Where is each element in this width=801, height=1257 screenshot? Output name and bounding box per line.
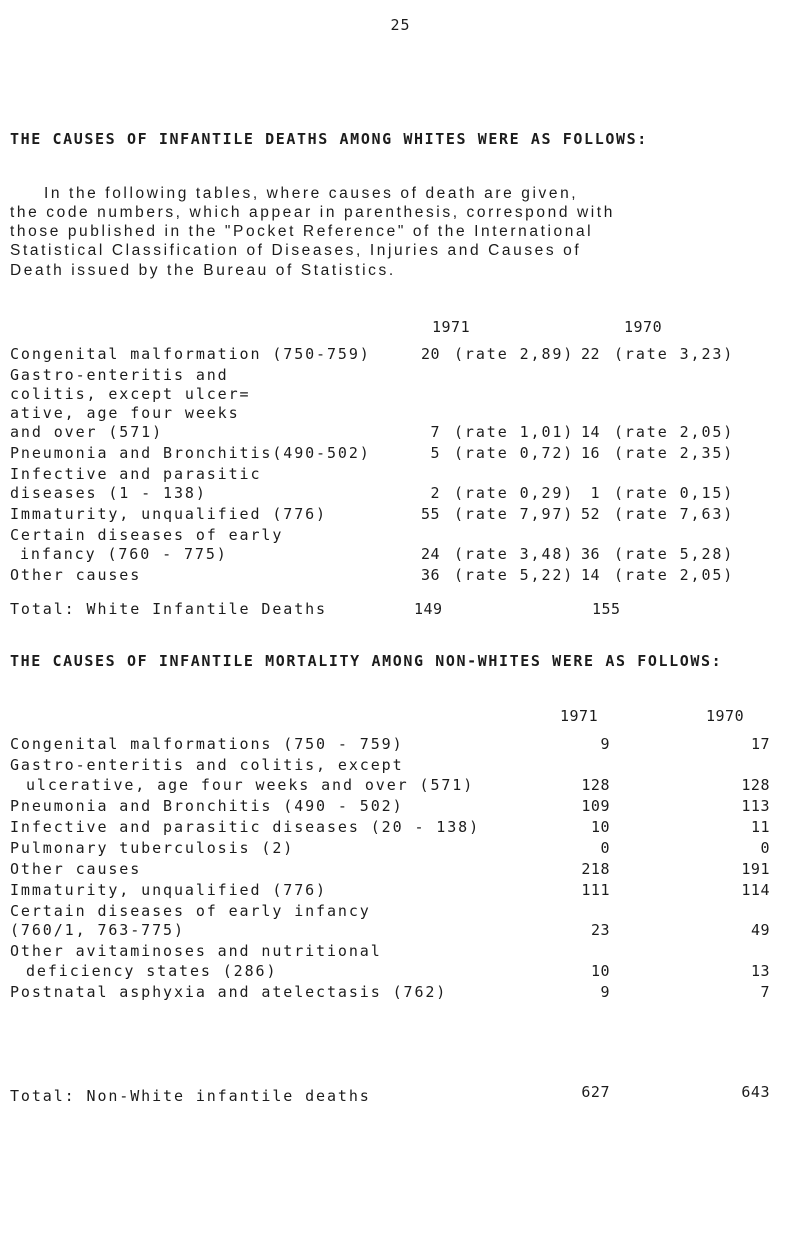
white-row-label: Gastro-enteritis and: [10, 366, 229, 384]
nonwhite-row-value-1970: 113: [741, 796, 770, 815]
nonwhite-row-label: Certain diseases of early infancy: [10, 901, 371, 920]
nonwhite-row-label: Gastro-enteritis and colitis, except: [10, 756, 404, 774]
white-row-label: ative, age four weeks: [10, 404, 240, 422]
white-row-label: Certain diseases of early: [10, 526, 284, 544]
white-row-rate-1971: (rate 3,48): [454, 545, 575, 563]
nonwhite-year-1971: 1971: [560, 707, 599, 725]
white-row-count-1970: 16: [580, 444, 600, 462]
nonwhite-row-value-1971: 111: [581, 880, 610, 899]
nonwhite-row-label: Pulmonary tuberculosis (2): [10, 838, 295, 857]
nonwhite-row-value-1971: 0: [600, 838, 610, 857]
nonwhite-row-label: Congenital malformations (750 - 759): [10, 735, 404, 753]
nonwhite-row-value-1970: 7: [760, 982, 770, 1001]
white-row-count-1970: 14: [580, 566, 600, 584]
white-row-label: colitis, except ulcer=: [10, 385, 251, 403]
white-row-label: diseases (1 - 138): [10, 484, 207, 502]
white-row-count-1970: 1: [590, 484, 600, 502]
white-row-rate-1971: (rate 0,72): [454, 444, 575, 462]
white-row-count-1970: 52: [580, 505, 600, 523]
white-row-label: infancy (760 - 775): [20, 545, 228, 563]
nonwhite-row-label: ulcerative, age four weeks and over (571): [26, 775, 475, 794]
nonwhite-row-value-1970: 114: [741, 880, 770, 899]
nonwhite-row-value-1970: 191: [741, 859, 770, 878]
white-row-count-1971: 7: [430, 423, 440, 441]
intro-line-4: Statistical Classification of Diseases, Injuries and Causes of: [10, 242, 582, 259]
white-row-count-1971: 2: [430, 484, 440, 502]
nonwhite-row-value-1971: 218: [581, 859, 610, 878]
white-row-label: and over (571): [10, 423, 164, 441]
nonwhite-row-value-1971: 9: [600, 735, 610, 753]
nonwhite-row-value-1970: 17: [750, 735, 770, 753]
intro-line-1: In the following tables, where causes of death are given,: [44, 185, 579, 202]
nonwhite-row-value-1971: 10: [590, 817, 610, 836]
white-row-rate-1971: (rate 5,22): [454, 566, 575, 584]
white-row-count-1971: 5: [430, 444, 440, 462]
nonwhite-section-heading: THE CAUSES OF INFANTILE MORTALITY AMONG NON-WHITES WERE AS FOLLOWS:: [10, 652, 723, 670]
white-row-rate-1970: (rate 3,23): [614, 345, 735, 363]
nonwhite-row-value-1970: 11: [750, 817, 770, 836]
nonwhite-row-value-1971: 9: [600, 982, 610, 1001]
nonwhite-total-1971: 627: [581, 1083, 610, 1101]
white-row-count-1970: 36: [580, 545, 600, 563]
nonwhite-row-label: (760/1, 763-775): [10, 921, 185, 939]
white-total-1971: 149: [414, 600, 443, 618]
white-section-heading: THE CAUSES OF INFANTILE DEATHS AMONG WHITES WERE AS FOLLOWS:: [10, 130, 648, 148]
white-row-label: Infective and parasitic: [10, 465, 262, 483]
nonwhite-row-value-1971: 10: [590, 961, 610, 980]
white-row-rate-1970: (rate 7,63): [614, 505, 735, 523]
page-number: 25: [390, 16, 411, 34]
nonwhite-row-value-1970: 0: [760, 838, 770, 857]
white-row-rate-1970: (rate 2,05): [614, 566, 735, 584]
white-row-count-1971: 20: [420, 345, 440, 363]
white-row-rate-1970: (rate 0,15): [614, 484, 735, 502]
white-row-rate-1970: (rate 2,05): [614, 423, 735, 441]
nonwhite-total-label: Total: Non-White infantile deaths: [10, 1087, 371, 1105]
nonwhite-row-value-1971: 23: [590, 921, 610, 939]
white-total-label: Total: White Infantile Deaths: [10, 600, 327, 618]
nonwhite-total-1970: 643: [741, 1083, 770, 1101]
nonwhite-row-label: Other causes: [10, 859, 142, 878]
intro-line-5: Death issued by the Bureau of Statistics.: [10, 262, 396, 279]
white-row-label: Immaturity, unqualified (776): [10, 505, 327, 523]
nonwhite-row-value-1970: 13: [750, 961, 770, 980]
white-year-1970: 1970: [624, 318, 663, 336]
nonwhite-row-label: Pneumonia and Bronchitis (490 - 502): [10, 796, 404, 815]
white-year-1971: 1971: [432, 318, 471, 336]
nonwhite-row-value-1971: 109: [581, 796, 610, 815]
white-row-count-1971: 24: [420, 545, 440, 563]
white-total-1970: 155: [592, 600, 621, 618]
nonwhite-row-label: Immaturity, unqualified (776): [10, 880, 327, 899]
nonwhite-row-label: Other avitaminoses and nutritional: [10, 942, 382, 960]
nonwhite-row-label: deficiency states (286): [26, 961, 278, 980]
nonwhite-row-value-1971: 128: [581, 775, 610, 794]
white-row-rate-1971: (rate 2,89): [454, 345, 575, 363]
nonwhite-row-value-1970: 128: [741, 775, 770, 794]
nonwhite-row-label: Postnatal asphyxia and atelectasis (762): [10, 982, 448, 1001]
white-row-label: Other causes: [10, 566, 142, 584]
white-row-count-1971: 55: [420, 505, 440, 523]
white-row-rate-1971: (rate 1,01): [454, 423, 575, 441]
white-row-rate-1970: (rate 5,28): [614, 545, 735, 563]
intro-line-3: those published in the "Pocket Reference" of the International: [10, 223, 594, 240]
nonwhite-year-1970: 1970: [706, 707, 745, 725]
white-row-rate-1971: (rate 0,29): [454, 484, 575, 502]
white-row-rate-1971: (rate 7,97): [454, 505, 575, 523]
white-row-label: Congenital malformation (750-759): [10, 345, 371, 363]
intro-line-2: the code numbers, which appear in parenthesis, correspond with: [10, 204, 615, 221]
white-row-rate-1970: (rate 2,35): [614, 444, 735, 462]
white-row-label: Pneumonia and Bronchitis(490-502): [10, 444, 371, 462]
white-row-count-1971: 36: [420, 566, 440, 584]
nonwhite-row-label: Infective and parasitic diseases (20 - 138): [10, 817, 481, 836]
white-row-count-1970: 22: [580, 345, 600, 363]
nonwhite-row-value-1970: 49: [750, 921, 770, 939]
white-row-count-1970: 14: [580, 423, 600, 441]
